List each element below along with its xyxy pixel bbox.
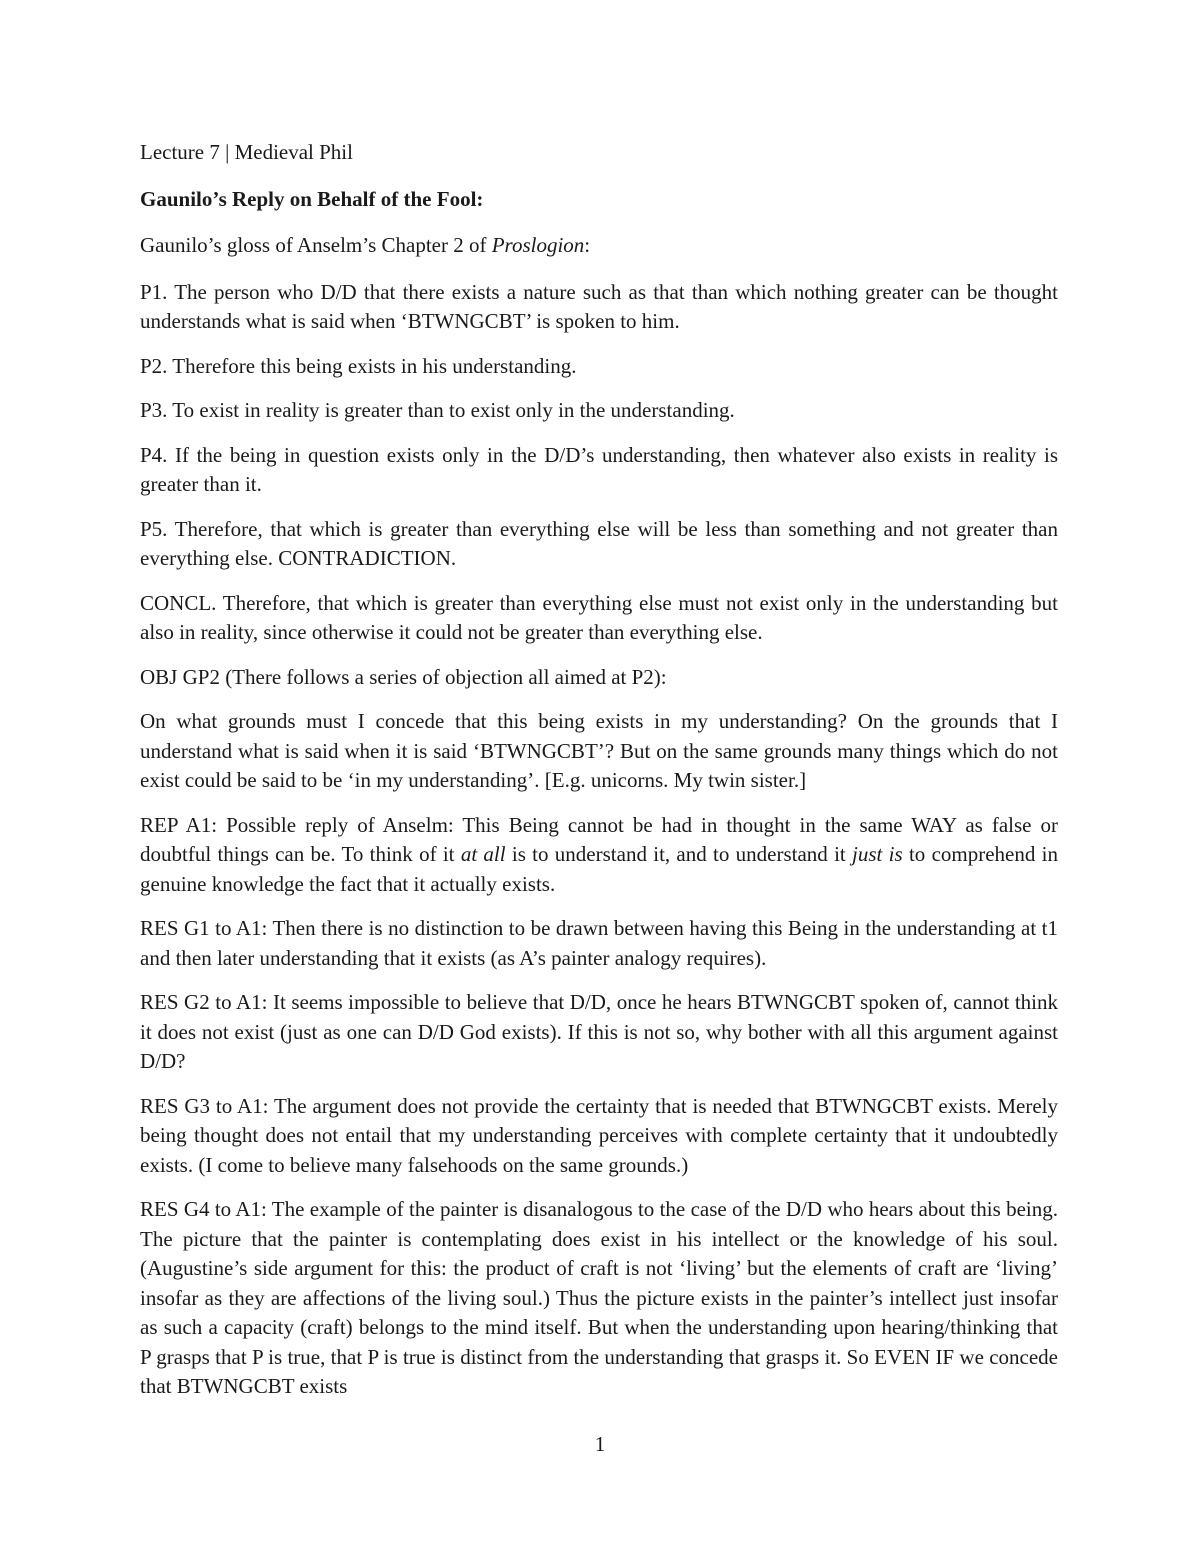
reply-a1 — [140, 811, 1058, 900]
reply-a1-part3: to comprehend in genuine knowledge the fact that it actually exists. — [140, 842, 1058, 896]
reply-a1-italic2: just is — [852, 842, 903, 866]
lecture-header: Lecture 7 | Medieval Phil — [140, 140, 353, 164]
gloss-title: Proslogion — [491, 233, 585, 257]
premise-p1: P1. The person who D/D that there exists a nature such as that than which nothing greater can be thought understands what is said when ‘BTWNGCBT’ is spoken to him. — [140, 279, 1058, 333]
gloss-line — [140, 231, 1058, 261]
gloss-suffix: : — [584, 233, 591, 257]
premise-p5: P5. Therefore, that which is greater than everything else will be less than something and not greater than everything else. CONTRADICTION. — [140, 516, 1058, 570]
premise-p3: P3. To exist in reality is greater than to exist only in the understanding. — [140, 398, 735, 422]
response-g2: RES G2 to A1: It seems impossible to believe that D/D, once he hears BTWNGCBT spoken of, cannot think it does not exist (just as one can D/D God exists). If this is not so, why bother with all this argument against D/D? — [140, 990, 1058, 1073]
page-number: 1 — [594, 1432, 606, 1456]
gloss-text: Gaunilo’s gloss of Anselm’s Chapter 2 of — [140, 233, 492, 257]
response-g1: RES G1 to A1: Then there is no distinction to be drawn between having this Being in the understanding at t1 and then later understanding that it exists (as A’s painter analogy requires). — [140, 916, 1058, 970]
document-body — [140, 138, 1058, 1417]
objection-text: On what grounds must I concede that this being exists in my understanding? On the grounds that I understand what is said when it is said ‘BTWNGCBT’? But on the same grounds many things which do not exist could be said to be ‘in my understanding’. [E.g. unicorns. My twin sister.] — [140, 709, 1058, 792]
response-g4: RES G4 to A1: The example of the painter is disanalogous to the case of the D/D who hears about this being. The picture that the painter is contemplating does exist in his intellect or the knowledge of his soul. (Augustine’s side argument for this: the product of craft is not ‘living’ but the elements of craft are ‘living’ insofar as they are affections of the living soul.) Thus the picture exists in the painter’s intellect just insofar as such a capacity (craft) belongs to the mind itself. But when the understanding upon hearing/thinking that P grasps that P is true, that P is true is distinct from the understanding that grasps it. So EVEN IF we concede that BTWNGCBT exists — [140, 1197, 1058, 1398]
objection-heading: OBJ GP2 (There follows a series of objection all aimed at P2): — [140, 664, 667, 689]
premise-p4: P4. If the being in question exists only in the D/D’s understanding, then whatever also exists in reality is greater than it. — [140, 442, 1058, 496]
reply-a1-italic1: at all — [460, 842, 506, 866]
reply-a1-part1: REP A1: Possible reply of Anselm: This Being cannot be had in thought in the same WAY as false or doubtful things can be. To think of it — [140, 812, 1058, 866]
reply-a1-part2: is to understand it, and to understand it — [505, 842, 853, 866]
response-g3: RES G3 to A1: The argument does not provide the certainty that is needed that BTWNGCBT exists. Merely being thought does not entail that my understanding perceives with complete certainty that it undoubtedly exists. (I come to believe many falsehoods on the same grounds.) — [140, 1093, 1058, 1177]
section-heading: Gaunilo’s Reply on Behalf of the Fool: — [140, 186, 484, 211]
premise-p2: P2. Therefore this being exists in his understanding. — [140, 353, 577, 378]
conclusion: CONCL. Therefore, that which is greater than everything else must not exist only in the understanding but also in reality, since otherwise it could not be greater than everything else. — [140, 590, 1058, 644]
